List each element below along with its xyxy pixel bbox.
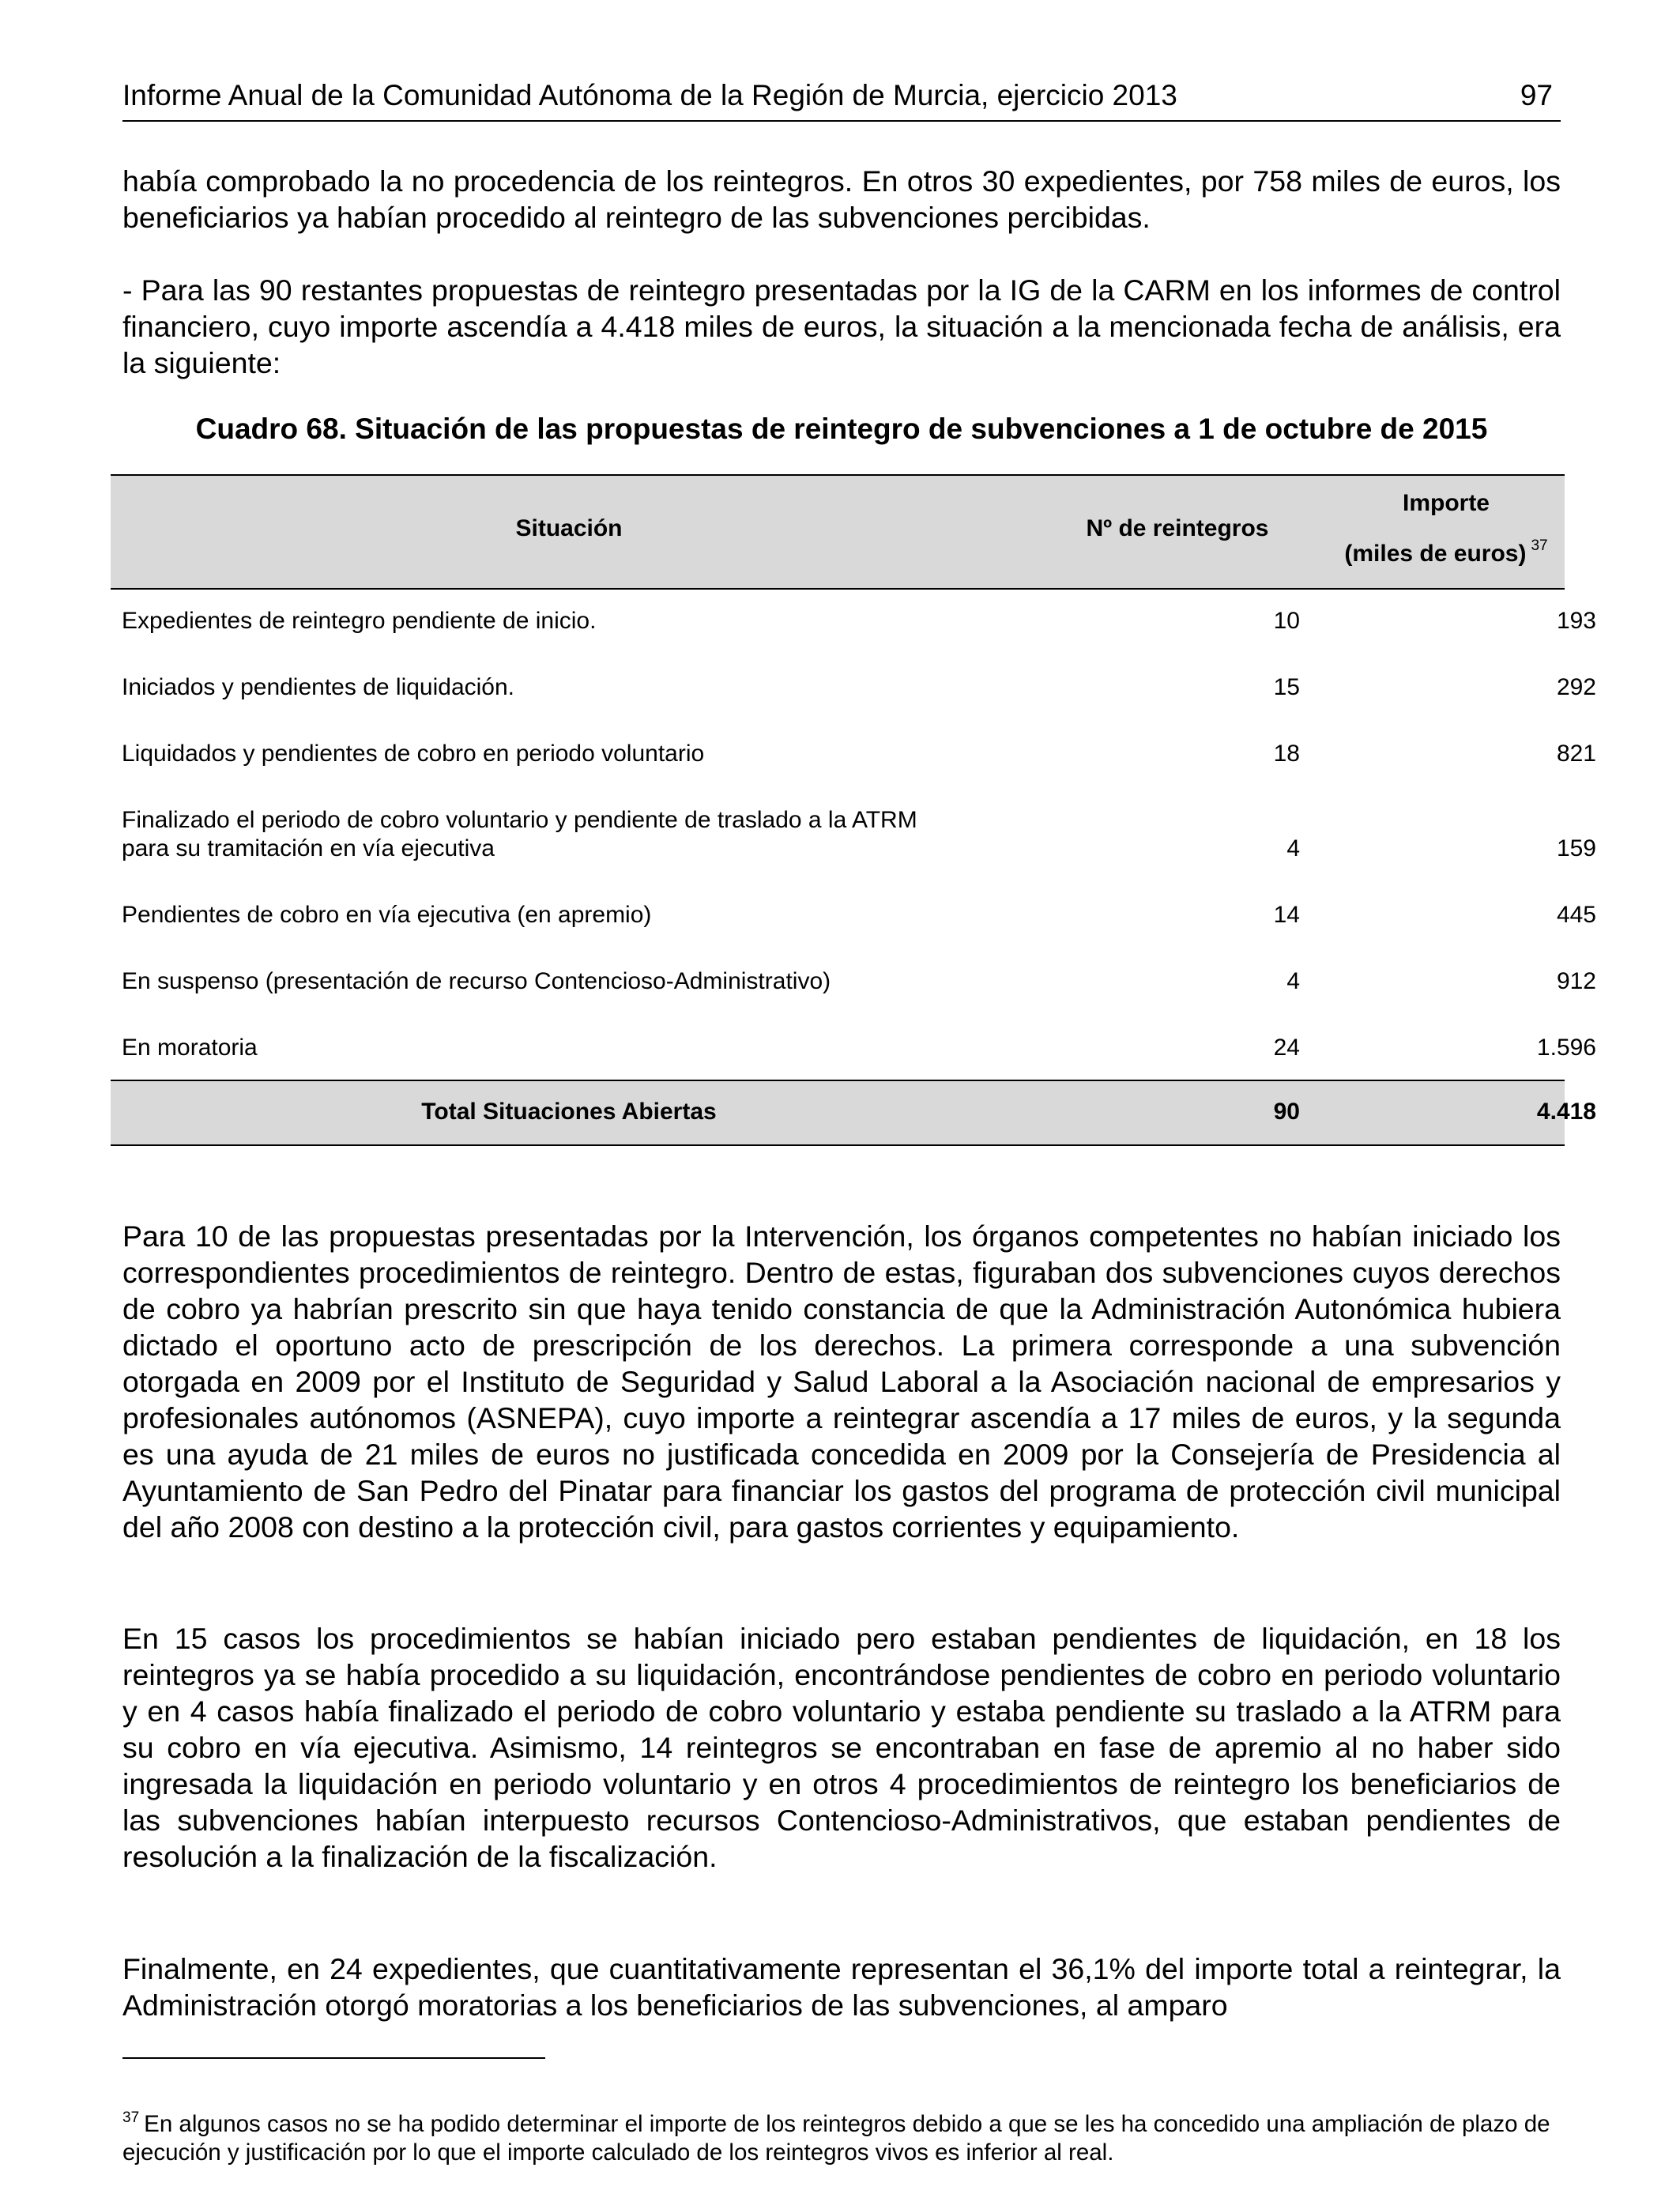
cell-importe-value: 1.596 [1536,1035,1596,1061]
cell-num: 10 [1273,608,1300,634]
cell-importe [1328,1034,1596,1062]
cell-num: 18 [1273,741,1300,767]
cell-situacion: En moratoria [122,1035,258,1061]
table-total-row [111,1080,1596,1146]
table-header [111,474,1565,590]
cell-importe [1328,967,1596,996]
footnote-separator [122,2057,545,2059]
cell-importe [1328,740,1596,768]
cell-importe-value: 912 [1556,968,1596,994]
footnote-ref: 37 [1531,537,1548,554]
cell-importe [1328,901,1596,929]
page-header [122,76,1561,122]
cell-num: 14 [1273,902,1300,928]
table-row [111,996,1596,1062]
table-caption: Cuadro 68. Situación de las propuestas de reintegro de subvenciones a 1 de octubre de 2015 [195,413,1488,445]
table-row [111,702,1596,768]
cell-situacion: Liquidados y pendientes de cobro en periodo voluntario [122,741,705,767]
row-spacer [111,1062,1565,1080]
cell-situacion: Pendientes de cobro en vía ejecutiva (en apremio) [122,902,652,928]
total-importe: 4.418 [1536,1099,1596,1125]
paragraph-3: Para 10 de las propuestas presentadas por la Intervención, los órganos competentes no habían iniciado los correspondientes procedimientos de reintegro. Dentro de estas, figuraban dos subvenciones cuyos derechos de cobro ya habrían prescrito sin que haya tenido constancia de que la Administración Autonómica hubiera dictado el oportuno acto de prescripción de los derechos. La primera corresponde a una subvención otorgada en 2009 por el Instituto de Seguridad y Salud Laboral a la Asociación nacional de empresarios y profesionales autónomos (ASNEPA), cuyo importe a reintegrar ascendía a 17 miles de euros, y la segunda es una ayuda de 21 miles de euros no justificada concedida en 2009 por la Consejería de Presidencia al Ayuntamiento de San Pedro del Pinatar para financiar los gastos del programa de protección civil municipal del año 2008 con destino a la protección civil, para gastos corrientes y equipamiento. [122,1220,1561,1544]
cell-num: 4 [1286,835,1300,861]
footnote-number: 37 [122,2109,140,2126]
table-body [111,590,1596,1080]
header-num-reintegros: Nº de reintegros [1086,515,1269,541]
cell-situacion: En suspenso (presentación de recurso Contencioso-Administrativo) [122,968,831,994]
total-num: 90 [1273,1099,1300,1125]
cell-importe-value: 821 [1556,741,1596,767]
header-importe-unit [1328,537,1565,567]
paragraph-4: En 15 casos los procedimientos se habían iniciado pero estaban pendientes de liquidación, en 18 los reintegros ya se había procedido a su liquidación, encontrándose pendientes de cobro en periodo voluntario y en 4 casos había finalizado el periodo de cobro voluntario y estaba pendiente su traslado a la ATRM para su cobro en vía ejecutiva. Asimismo, 14 reintegros se encontraban en fase de apremio al no haber sido ingresada la liquidación en periodo voluntario y en otros 4 procedimientos de reintegro los beneficiarios de las subvenciones habían interpuesto recursos Contencioso-Administrativos, que estaban pendientes de resolución a la finalización de la fiscalización. [122,1622,1561,1873]
cell-importe [1328,835,1596,863]
cell-situacion-line2: para su tramitación en vía ejecutiva [122,835,495,861]
table-row [111,590,1596,635]
table-row [111,768,1596,863]
cell-situacion-line1: Finalizado el periodo de cobro voluntario y pendiente de traslado a la ATRM [122,807,917,833]
cell-importe-value: 193 [1556,608,1596,634]
cell-importe-value: 445 [1556,902,1596,928]
paragraph-5: Finalmente, en 24 expedientes, que cuantitativamente representan el 36,1% del importe total a reintegrar, la Administración otorgó moratorias a los beneficiarios de las subvenciones, al amparo [122,1952,1561,2022]
paragraph-1: había comprobado la no procedencia de los reintegros. En otros 30 expedientes, por 758 miles de euros, los beneficiarios ya habían procedido al reintegro de las subvenciones percibidas. [122,164,1561,234]
cell-situacion [122,806,1070,863]
report-title: Informe Anual de la Comunidad Autónoma de la Región de Murcia, ejercicio 2013 [122,79,1177,111]
header-importe: Importe [1402,490,1490,516]
footnote [122,2104,1561,2167]
total-label: Total Situaciones Abiertas [421,1099,717,1125]
cell-situacion: Iniciados y pendientes de liquidación. [122,674,515,700]
paragraph-2: - Para las 90 restantes propuestas de reintegro presentadas por la IG de la CARM en los informes de control financiero, cuyo importe ascendía a 4.418 miles de euros, la situación a la mencionada fecha de análisis, era la siguiente: [122,273,1561,379]
situation-table [111,474,1596,1146]
cell-num: 24 [1273,1035,1300,1061]
header-importe-unit-text: (miles de euros) [1344,541,1527,567]
cell-num: 15 [1273,674,1300,700]
cell-importe [1328,607,1596,635]
page-number: 97 [1520,79,1553,111]
cell-importe-value: 159 [1556,835,1596,861]
cell-num: 4 [1286,968,1300,994]
footnote-text: En algunos casos no se ha podido determinar el importe de los reintegros debido a que se les ha concedido una ampliación de plazo de ejecución y justificación por lo que el importe calculado de los reintegros vivos es inferior al real. [122,2111,1550,2166]
cell-situacion: Expedientes de reintegro pendiente de inicio. [122,608,597,634]
cell-importe [1328,673,1596,702]
table-row [111,929,1596,996]
header-situacion: Situación [515,515,623,541]
table-row [111,635,1596,702]
table-row [111,863,1596,929]
cell-importe-value: 292 [1556,674,1596,700]
